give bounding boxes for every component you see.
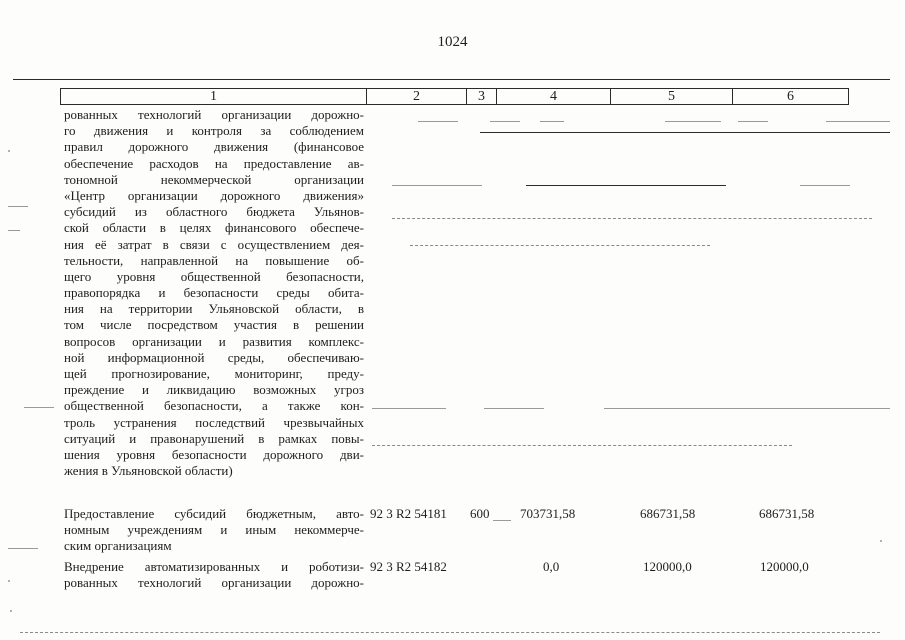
desc-line: обеспечение расходов на предоставление ав- — [64, 155, 364, 171]
row-description-continuation — [64, 107, 364, 479]
desc-line: Предоставление субсидий бюджетным, авто- — [64, 506, 364, 521]
desc-line: ской области в целях финансового обеспече- — [64, 220, 364, 236]
desc-line: ситуаций и правонарушений в рамках повы- — [64, 430, 364, 446]
scan-mark — [8, 548, 38, 549]
desc-line: ния на территории Ульяновской области, в — [64, 301, 364, 317]
desc-line: ния её затрат в связи с осуществлением дея- — [64, 236, 364, 252]
desc-line: го движения и контроля за соблюдением — [64, 123, 364, 139]
row-automation-col5: 120000,0 — [643, 559, 692, 574]
scan-mark — [418, 121, 458, 122]
scan-mark — [24, 407, 54, 408]
scan-speck — [880, 540, 882, 542]
row-subsidies-col4: 703731,58 — [520, 506, 576, 521]
row-automation — [64, 559, 364, 591]
desc-line: номным учреждениям и иным некоммерче- — [64, 522, 364, 538]
header-col-2: 2 — [367, 89, 467, 104]
header-col-5: 5 — [611, 89, 733, 104]
scan-mark — [526, 185, 726, 186]
desc-line: преждение и ликвидацию возможных угроз — [64, 382, 364, 398]
row-subsidies-col5: 686731,58 — [640, 506, 696, 521]
desc-line: ной информационной среды, обеспечиваю- — [64, 349, 364, 365]
header-col-4: 4 — [497, 89, 611, 104]
scan-mark — [826, 121, 890, 122]
desc-line: ским организациям — [64, 538, 172, 554]
scan-mark — [372, 445, 792, 446]
scan-mark — [392, 185, 482, 186]
desc-line: Внедрение автоматизированных и роботизи- — [64, 559, 364, 574]
row-automation-code: 92 3 R2 54182 — [370, 559, 447, 574]
desc-line: общественной безопасности, а также кон- — [64, 398, 364, 414]
scan-mark — [665, 121, 721, 122]
scan-mark — [372, 408, 446, 409]
row-subsidies-code: 92 3 R2 54181 — [370, 506, 447, 521]
table-header — [60, 88, 849, 105]
desc-line: том числе посредством участия в решении — [64, 317, 364, 333]
top-rule — [13, 79, 890, 80]
scan-mark — [604, 408, 890, 409]
desc-line: щей прогнозирование, мониторинг, преду- — [64, 366, 364, 381]
desc-line: рованных технологий организации дорожно- — [64, 107, 364, 122]
page-number: 1024 — [437, 34, 468, 50]
row-automation-col6: 120000,0 — [760, 559, 809, 574]
scan-mark — [493, 520, 511, 521]
scan-mark — [410, 245, 710, 246]
scan-mark — [490, 121, 520, 122]
scan-speck — [10, 610, 12, 612]
desc-line: субсидий из областного бюджета Ульянов- — [64, 204, 364, 220]
desc-line: жения в Ульяновской области) — [64, 463, 233, 479]
scan-speck — [8, 150, 10, 152]
scan-mark — [8, 230, 20, 231]
desc-line: вопросов организации и развития комплекс- — [64, 333, 364, 349]
scan-mark — [392, 218, 872, 219]
scan-mark — [738, 121, 768, 122]
desc-line: правил дорожного движения (финансовое — [64, 139, 364, 155]
scan-mark — [800, 185, 850, 186]
scan-mark — [484, 408, 544, 409]
scan-mark — [8, 206, 28, 207]
row-subsidies-col6: 686731,58 — [759, 506, 815, 521]
row-subsidies-type: 600 — [470, 506, 490, 521]
header-col-3: 3 — [467, 89, 497, 104]
scan-mark — [480, 132, 890, 133]
desc-line: тельности, направленной на повышение об- — [64, 252, 364, 268]
scan-mark — [540, 121, 564, 122]
row-subsidies — [64, 506, 364, 555]
desc-line: правопорядка и безопасности среды обита- — [64, 285, 364, 301]
row-automation-col4: 0,0 — [543, 559, 560, 574]
header-col-6: 6 — [787, 89, 794, 104]
desc-line: рованных технологий организации дорожно- — [64, 575, 364, 591]
desc-line: тономной некоммерческой организации — [64, 171, 364, 187]
desc-line: шения уровня безопасности дорожного дви- — [64, 446, 364, 462]
desc-line: троль устранения последствий чрезвычайных — [64, 414, 364, 430]
header-col-1: 1 — [61, 89, 367, 104]
desc-line: щего уровня общественной безопасности, — [64, 268, 364, 284]
scan-mark — [20, 632, 880, 633]
desc-line: «Центр организации дорожного движения» — [64, 187, 364, 203]
scan-speck — [8, 580, 10, 582]
